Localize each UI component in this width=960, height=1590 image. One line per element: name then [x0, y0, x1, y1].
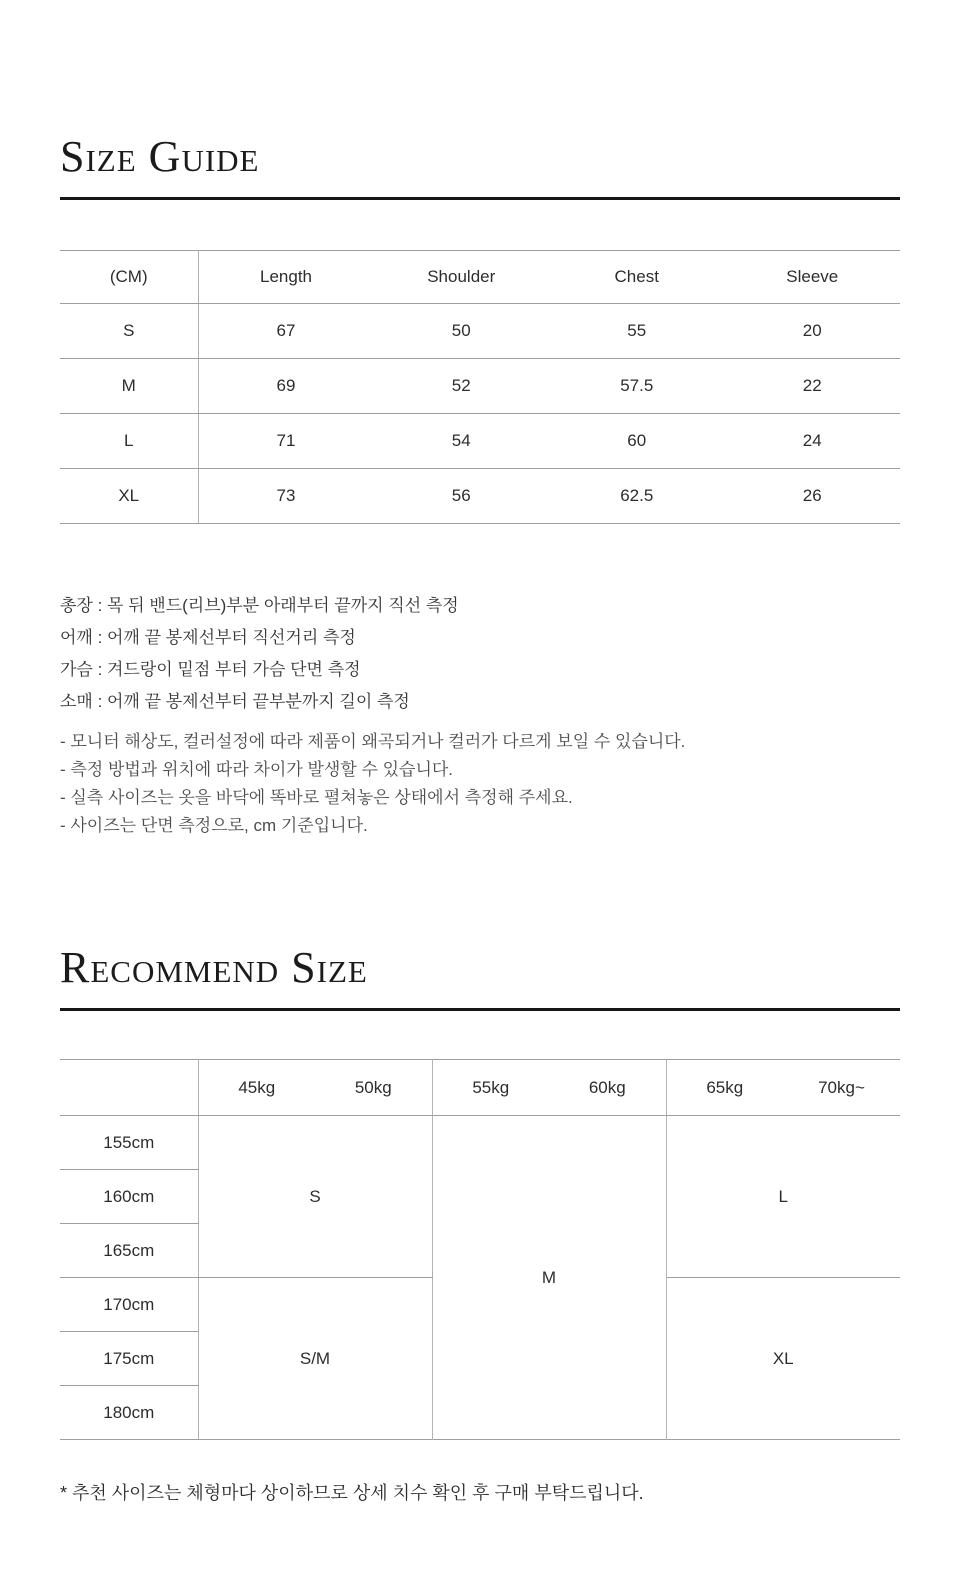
chest-value: 62.5	[549, 469, 725, 524]
caution-note-monitor: - 모니터 해상도, 컬러설정에 따라 제품이 왜곡되거나 컬러가 다르게 보일 수 있습니다.	[60, 732, 686, 751]
height-label: 165cm	[60, 1224, 198, 1278]
recommend-size-title-rule	[60, 1008, 900, 1011]
height-label: 160cm	[60, 1170, 198, 1224]
length-value: 71	[198, 414, 374, 469]
recommend-size-title: Recommend Size	[60, 943, 368, 992]
size-table-unit-header: (CM)	[60, 251, 198, 304]
weight-header-row	[60, 1060, 900, 1116]
weight-header-65kg: 65kg	[666, 1060, 783, 1116]
caution-note-method: - 측정 방법과 위치에 따라 차이가 발생할 수 있습니다.	[60, 760, 454, 779]
sleeve-value: 20	[725, 304, 901, 359]
size-table-row-l	[60, 414, 900, 469]
size-table-header-length: Length	[198, 251, 374, 304]
height-label: 175cm	[60, 1332, 198, 1386]
shoulder-value: 56	[374, 469, 550, 524]
size-guide-title: Size Guide	[60, 132, 260, 181]
zone-sm: S/M	[198, 1278, 432, 1440]
caution-notes	[60, 728, 900, 840]
length-value: 73	[198, 469, 374, 524]
size-table	[60, 250, 900, 524]
size-label: L	[60, 414, 198, 469]
size-table-header-shoulder: Shoulder	[374, 251, 550, 304]
measure-note-sleeve: 소매 : 어깨 끝 봉제선부터 끝부분까지 길이 측정	[60, 692, 410, 711]
measure-note-length: 총장 : 목 뒤 밴드(리브)부분 아래부터 끝까지 직선 측정	[60, 596, 459, 615]
measure-note-chest: 가슴 : 겨드랑이 밑점 부터 가슴 단면 측정	[60, 660, 361, 679]
weight-header-45kg: 45kg	[198, 1060, 315, 1116]
recommend-size-table	[60, 1059, 900, 1440]
weight-header-empty-cell	[60, 1060, 198, 1116]
weight-header-60kg: 60kg	[549, 1060, 666, 1116]
shoulder-value: 54	[374, 414, 550, 469]
size-label: S	[60, 304, 198, 359]
height-row-155cm	[60, 1116, 900, 1170]
weight-header-50kg: 50kg	[315, 1060, 432, 1116]
caution-note-flat: - 실측 사이즈는 옷을 바닥에 똑바로 펼쳐놓은 상태에서 측정해 주세요.	[60, 788, 573, 807]
size-table-row-s	[60, 304, 900, 359]
chest-value: 55	[549, 304, 725, 359]
height-label: 180cm	[60, 1386, 198, 1440]
length-value: 67	[198, 304, 374, 359]
weight-header-55kg: 55kg	[432, 1060, 549, 1116]
shoulder-value: 52	[374, 359, 550, 414]
length-value: 69	[198, 359, 374, 414]
weight-header-70kg: 70kg~	[783, 1060, 900, 1116]
zone-m: M	[432, 1116, 666, 1440]
chest-value: 60	[549, 414, 725, 469]
sleeve-value: 24	[725, 414, 901, 469]
height-label: 170cm	[60, 1278, 198, 1332]
size-label: M	[60, 359, 198, 414]
size-table-row-m	[60, 359, 900, 414]
sleeve-value: 22	[725, 359, 901, 414]
recommend-footnote: * 추천 사이즈는 체형마다 상이하므로 상세 치수 확인 후 구매 부탁드립니다.	[60, 1483, 644, 1503]
size-table-row-xl	[60, 469, 900, 524]
size-label: XL	[60, 469, 198, 524]
caution-note-unit: - 사이즈는 단면 측정으로, cm 기준입니다.	[60, 816, 368, 835]
shoulder-value: 50	[374, 304, 550, 359]
zone-s: S	[198, 1116, 432, 1278]
sleeve-value: 26	[725, 469, 901, 524]
size-table-header-chest: Chest	[549, 251, 725, 304]
height-label: 155cm	[60, 1116, 198, 1170]
size-table-header-row	[60, 251, 900, 304]
zone-xl: XL	[772, 1348, 794, 1368]
chest-value: 57.5	[549, 359, 725, 414]
measure-note-shoulder: 어깨 : 어깨 끝 봉제선부터 직선거리 측정	[60, 628, 356, 647]
size-guide-title-rule	[60, 197, 900, 200]
size-table-header-sleeve: Sleeve	[725, 251, 901, 304]
zone-l: L	[666, 1116, 900, 1278]
measure-notes	[60, 590, 900, 718]
